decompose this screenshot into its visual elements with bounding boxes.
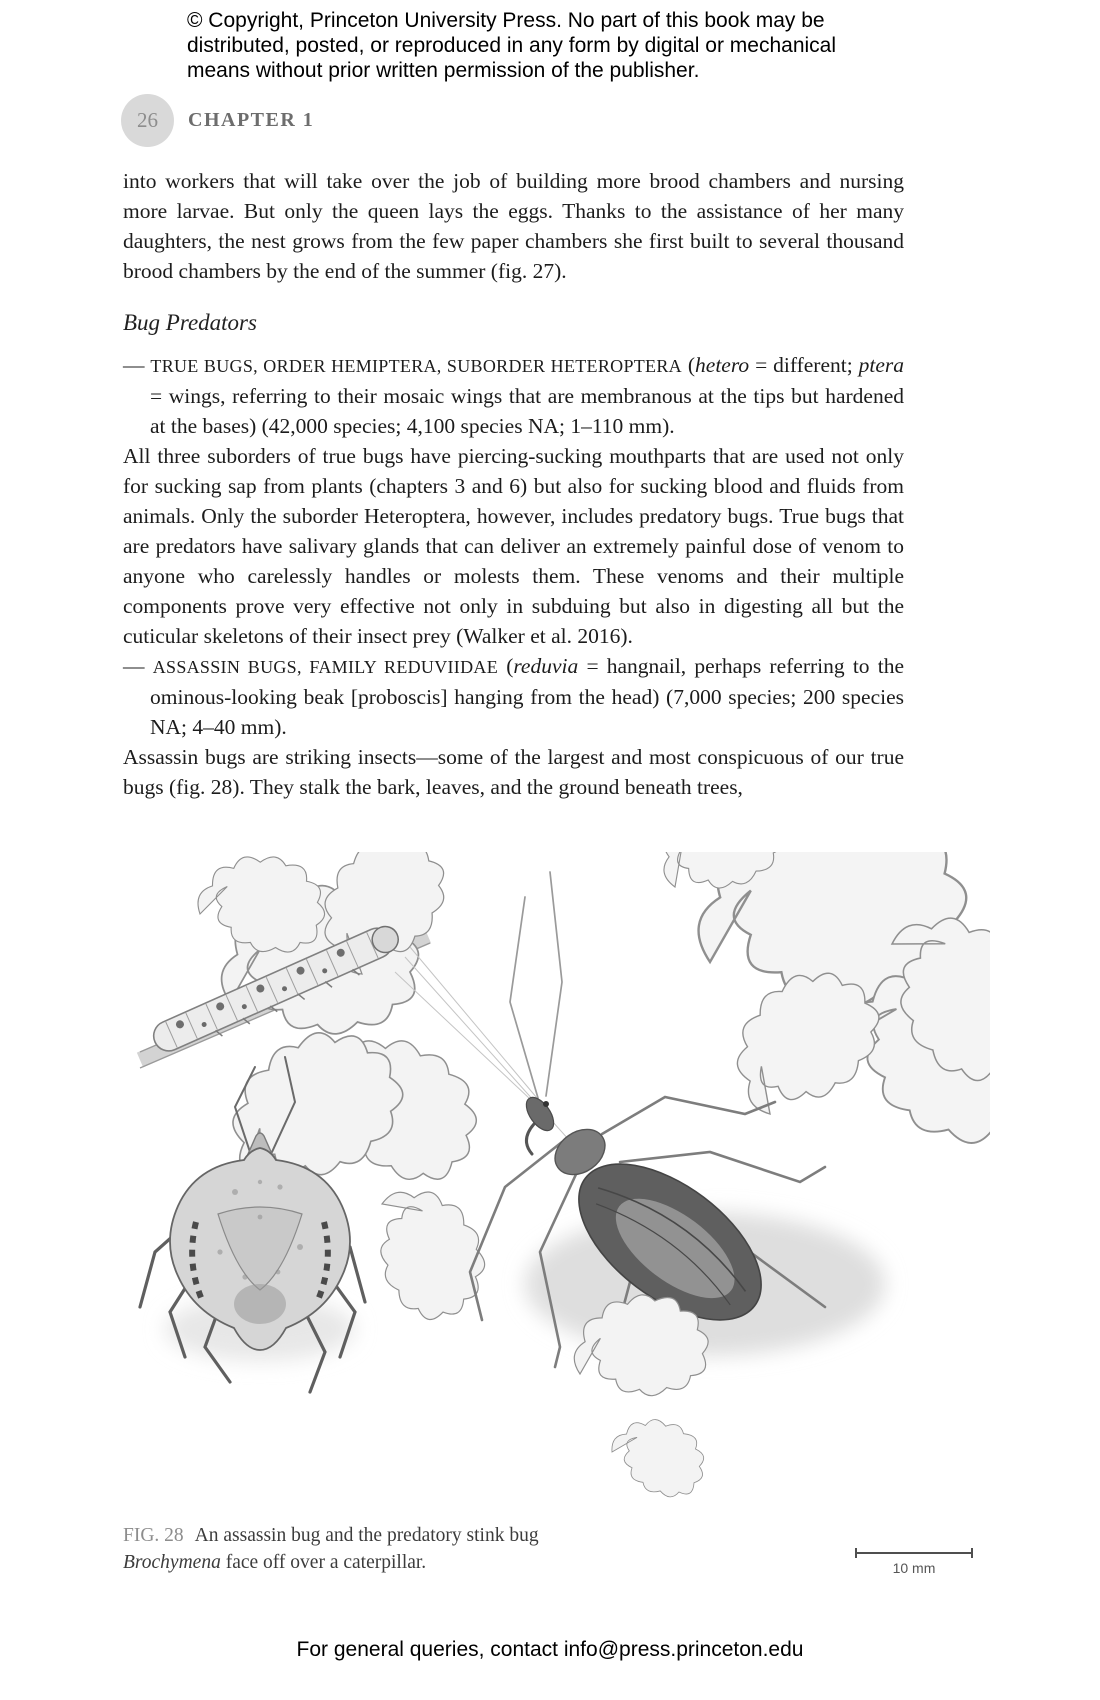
entry-dash: — <box>123 654 153 678</box>
copyright-line-2: distributed, posted, or reproduced in any form by digital or mechanical <box>187 34 837 57</box>
copyright-notice <box>187 8 836 83</box>
lichen-cluster-bottom <box>574 1295 718 1502</box>
latin-term: reduvia <box>513 654 579 678</box>
page-number-badge: 26 <box>121 94 174 147</box>
figure-28-illustration <box>110 852 990 1502</box>
scale-bar <box>855 1548 973 1576</box>
entry-text: = wings, referring to their mosaic wings that are membranous at the tips but hardened at the bases) (42,000 species; 4,100 species NA; 1–110 mm). <box>150 384 904 438</box>
taxon-entry-true-bugs <box>123 350 904 441</box>
entry-text: ( <box>498 654 514 678</box>
taxon-name: ASSASSIN BUGS, FAMILY REDUVIIDAE <box>152 657 498 677</box>
caption-text: An assassin bug and the predatory stink bug <box>194 1525 539 1546</box>
caption-text: face off over a caterpillar. <box>220 1552 427 1573</box>
figure-caption <box>123 1522 553 1576</box>
entry-dash: — <box>123 353 151 377</box>
figure-label: FIG. 28 <box>123 1525 184 1546</box>
true-bugs-paragraph: All three suborders of true bugs have piercing-sucking mouthparts that are used not only for sucking sap from plants (chapters 3 and 6) but also for sucking blood and fluids from animals. Only the suborder Heteroptera, however, includes predatory bugs. True bugs that are predators have salivary glands that can deliver an extremely painful dose of venom to anyone who carelessly handles or molests them. These venoms and their multiple components prove very effective not only in subduing but also in digesting all but the cuticular skeletons of their insect prey (Walker et al. 2016). <box>123 444 904 648</box>
intro-paragraph: into workers that will take over the job of building more brood chambers and nursing more larvae. But only the queen lays the eggs. Thanks to the assistance of her many daughters, the nest grows from the few paper chambers she first built to several thousand brood chambers by the end of the summer (fig. 27). <box>123 169 904 283</box>
taxon-entry-assassin-bugs <box>123 651 904 742</box>
entry-text: ( <box>681 353 696 377</box>
running-header <box>121 94 314 147</box>
chapter-label: CHAPTER 1 <box>188 109 315 131</box>
text-column <box>123 166 904 802</box>
scale-bar-line <box>855 1548 973 1558</box>
footer-contact-line: For general queries, contact info@press.princeton.edu <box>296 1638 804 1661</box>
copyright-line-3: means without prior written permission of the publisher. <box>187 59 700 82</box>
lichen-cluster-right <box>644 852 990 1174</box>
latin-term: ptera <box>858 353 904 377</box>
entry-text: = different; <box>749 353 859 377</box>
taxon-name: TRUE BUGS, ORDER HEMIPTERA, SUBORDER HETEROPTERA <box>150 356 682 376</box>
copyright-line-1: © Copyright, Princeton University Press. No part of this book may be <box>187 9 825 32</box>
caption-species-name: Brochymena <box>123 1552 221 1573</box>
section-title: Bug Predators <box>123 310 257 335</box>
scale-bar-label: 10 mm <box>892 1560 936 1576</box>
latin-term: hetero <box>695 353 750 377</box>
assassin-bugs-paragraph: Assassin bugs are striking insects—some of the largest and most conspicuous of our true bugs (fig. 28). They stalk the bark, leaves, and the ground beneath trees, <box>123 745 904 799</box>
entry-text: = hangnail, perhaps referring to the ominous-looking beak [proboscis] hanging from the head) (7,000 species; 200 species NA; 4–40 mm). <box>150 654 904 739</box>
